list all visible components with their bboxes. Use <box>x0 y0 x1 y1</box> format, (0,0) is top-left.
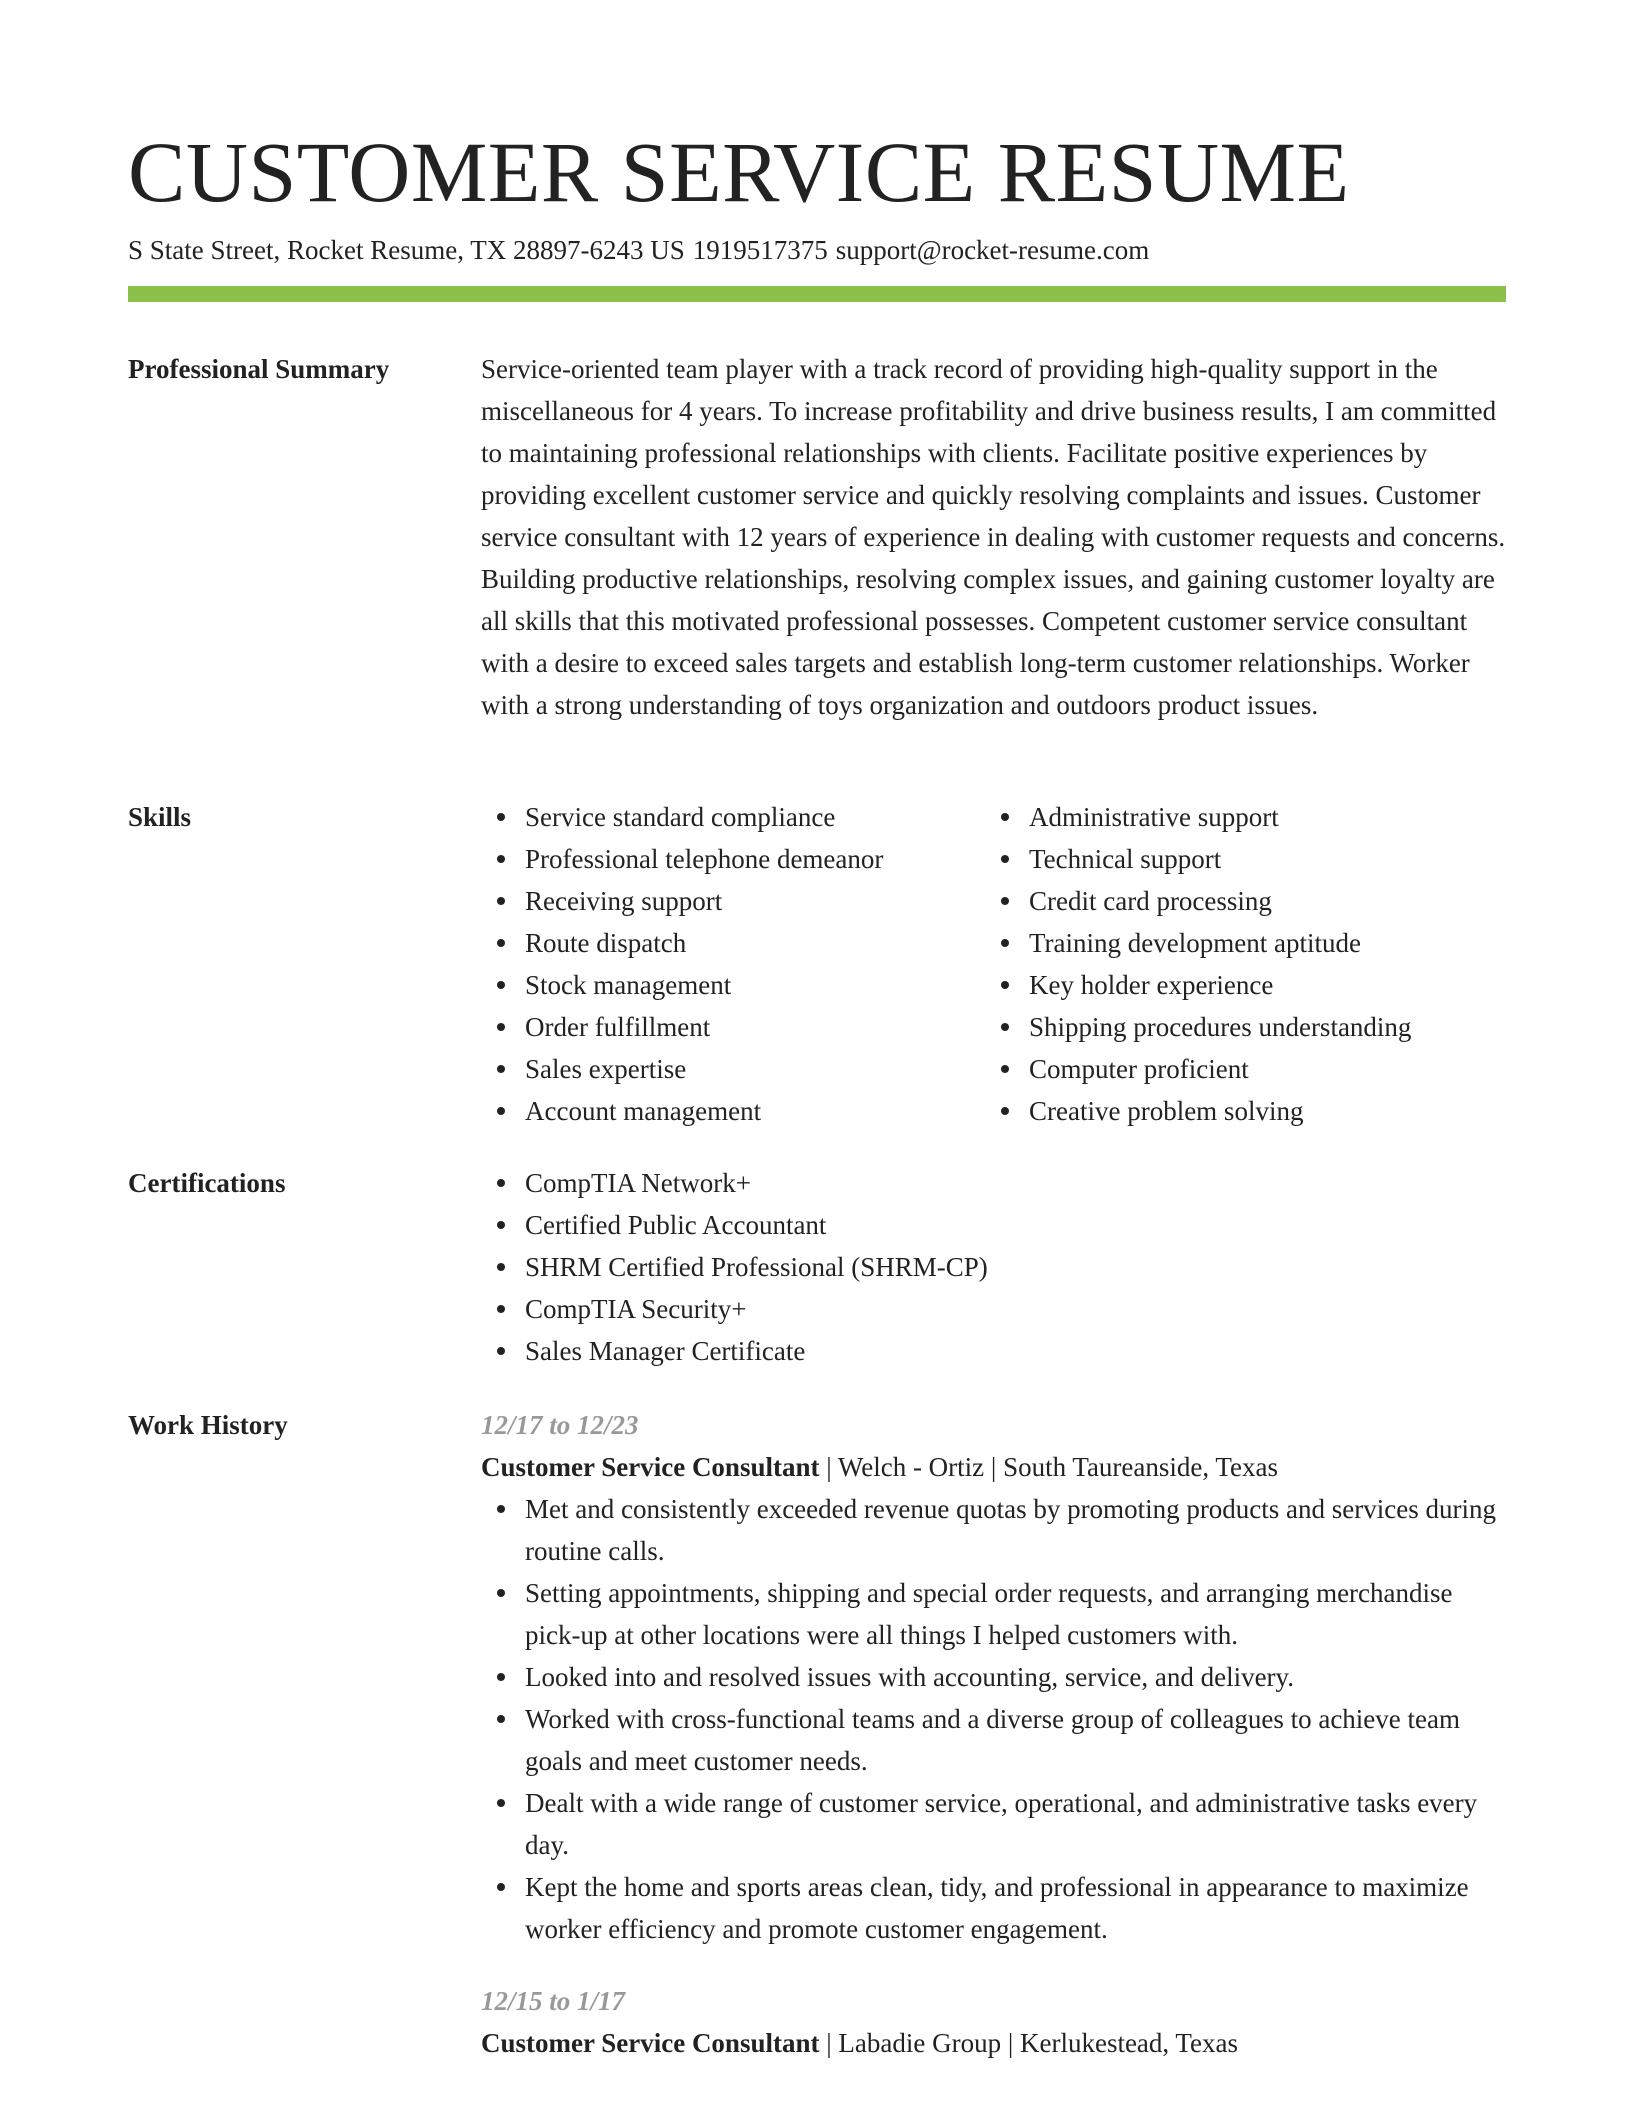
contact-line <box>128 232 1157 268</box>
list-item: Setting appointments, shipping and special order requests, and arranging merchandise pick-up at other locations were all things I helped customers with. <box>481 1572 1506 1656</box>
contact-email: support@rocket-resume.com <box>835 235 1150 265</box>
job-bullet-list <box>481 1488 1506 1950</box>
list-item: Service standard compliance <box>481 796 985 838</box>
list-item: Sales expertise <box>481 1048 985 1090</box>
list-item: Professional telephone demeanor <box>481 838 985 880</box>
list-item: SHRM Certified Professional (SHRM-CP) <box>481 1246 1506 1288</box>
job-title: Customer Service Consultant <box>481 2028 820 2058</box>
job-heading <box>481 1446 1506 1488</box>
list-item: Administrative support <box>985 796 1489 838</box>
list-item: CompTIA Security+ <box>481 1288 1506 1330</box>
summary-label: Professional Summary <box>128 354 390 384</box>
contact-address: S State Street, Rocket Resume, TX 28897-6243 US <box>128 235 685 265</box>
list-item: Worked with cross-functional teams and a diverse group of colleagues to achieve team goals and meet customer needs. <box>481 1698 1506 1782</box>
job-details: | Welch - Ortiz | South Taureanside, Texas <box>819 1452 1278 1482</box>
skills-list-left <box>481 796 985 1132</box>
certifications-label: Certifications <box>128 1168 286 1198</box>
list-item: Technical support <box>985 838 1489 880</box>
summary-text: Service-oriented team player with a track record of providing high-quality support in the miscellaneous for 4 years. To increase profitability and drive business results, I am committed to maintaining professional relationships with clients. Facilitate positive experiences by providing excellent customer service and quickly resolving complaints and issues. Customer service consultant with 12 years of experience in dealing with customer requests and concerns. Building productive relationships, resolving complex issues, and gaining customer loyalty are all skills that this motivated professional possesses. Competent customer service consultant with a desire to exceed sales targets and establish long-term customer relationships. Worker with a strong understanding of toys organization and outdoors product issues. <box>481 354 1506 720</box>
skills-body <box>481 796 1506 1132</box>
list-item: Account management <box>481 1090 985 1132</box>
list-item: Creative problem solving <box>985 1090 1489 1132</box>
skills-list-right <box>985 796 1489 1132</box>
job-details: | Labadie Group | Kerlukestead, Texas <box>819 2028 1239 2058</box>
certifications-body <box>481 1162 1506 1372</box>
job-dates: 12/15 to 1/17 <box>481 1986 626 2016</box>
list-item: Kept the home and sports areas clean, tidy, and professional in appearance to maximize worker efficiency and promote customer engagement. <box>481 1866 1506 1950</box>
list-item: Credit card processing <box>985 880 1489 922</box>
certifications-list <box>481 1162 1506 1372</box>
list-item: Stock management <box>481 964 985 1006</box>
job-title: Customer Service Consultant <box>481 1452 820 1482</box>
header-divider <box>128 286 1506 302</box>
list-item: Order fulfillment <box>481 1006 985 1048</box>
list-item: Route dispatch <box>481 922 985 964</box>
job-entry <box>481 1980 1506 2064</box>
list-item: Key holder experience <box>985 964 1489 1006</box>
summary-body <box>481 348 1506 726</box>
list-item: Dealt with a wide range of customer service, operational, and administrative tasks every day. <box>481 1782 1506 1866</box>
list-item: Certified Public Accountant <box>481 1204 1506 1246</box>
resume-title: CUSTOMER SERVICE RESUME <box>128 124 1350 220</box>
job-dates: 12/17 to 12/23 <box>481 1410 639 1440</box>
list-item: Training development aptitude <box>985 922 1489 964</box>
contact-phone: 1919517375 <box>692 235 828 265</box>
list-item: Sales Manager Certificate <box>481 1330 1506 1372</box>
job-heading <box>481 2022 1506 2064</box>
list-item: Looked into and resolved issues with accounting, service, and delivery. <box>481 1656 1506 1698</box>
list-item: Met and consistently exceeded revenue quotas by promoting products and services during routine calls. <box>481 1488 1506 1572</box>
list-item: CompTIA Network+ <box>481 1162 1506 1204</box>
skills-label: Skills <box>128 802 192 832</box>
list-item: Shipping procedures understanding <box>985 1006 1489 1048</box>
job-entry <box>481 1404 1506 1950</box>
work-history-label: Work History <box>128 1410 288 1440</box>
list-item: Receiving support <box>481 880 985 922</box>
work-history-body <box>481 1404 1506 2064</box>
list-item: Computer proficient <box>985 1048 1489 1090</box>
